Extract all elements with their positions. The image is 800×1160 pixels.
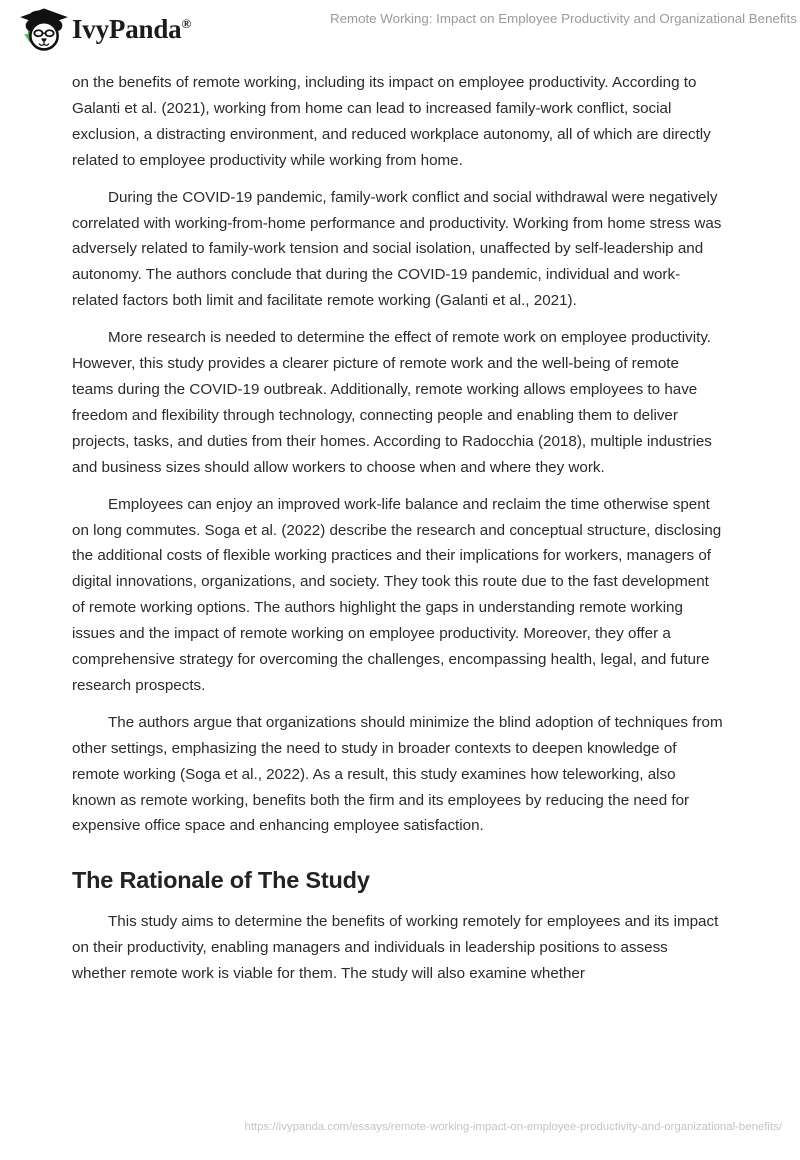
panda-graduate-icon — [18, 6, 70, 52]
brand-name — [72, 13, 191, 44]
page-header — [0, 0, 800, 58]
paragraph-blind-adoption: The authors argue that organizations should minimize the blind adoption of techniques from other settings, emphasizing the need to study in broader contexts to deepen knowledge of remote working (Soga et al., 2022). As a result, this study examines how teleworking, also known as remote working, benefits both the firm and its employees by reducing the need for expensive office space and enhancing employee satisfaction. — [72, 713, 723, 835]
brand-logo[interactable] — [18, 6, 191, 52]
paragraph-rationale: This study aims to determine the benefits of working remotely for employees and its impact on their productivity, enabling managers and individuals in leadership positions to assess whether remote work is viable for them. The study will also examine whether — [72, 913, 719, 983]
page-footer — [0, 1120, 800, 1160]
paragraph-continued: on the benefits of remote working, including its impact on employee productivity. According to Galanti et al. (2021), working from home can lead to increased family-work conflict, social exclusion, a distracting environment, and reduced workplace autonomy, all of which are directly related to employee productivity while working from home. — [72, 74, 711, 169]
document-title: Remote Working: Impact on Employee Productivity and Organizational Benefits — [330, 11, 797, 26]
paragraph-covid-correlation: During the COVID-19 pandemic, family-work conflict and social withdrawal were negatively correlated with working-from-home performance and productivity. Working from home stress was adversely related to family-work tension and social isolation, unaffected by self-leadership and autonomy. The authors conclude that during the COVID-19 pandemic, individual and work-related factors both limit and facilitate remote working (Galanti et al., 2021). — [72, 188, 722, 310]
registered-trademark-icon: ® — [181, 15, 191, 31]
section-heading-rationale: The Rationale of The Study — [72, 867, 370, 894]
document-body — [72, 70, 723, 987]
paragraph-more-research: More research is needed to determine the effect of remote work on employee productivity. However, this study provides a clearer picture of remote work and the well-being of remote teams during the COVID-19 outbreak. Additionally, remote working allows employees to have freedom and flexibility through technology, connecting people and enabling them to deliver projects, tasks, and duties from their homes. According to Radocchia (2018), multiple industries and business sizes should allow workers to choose when and where they work. — [72, 329, 712, 476]
footer-source-url[interactable]: https://ivypanda.com/essays/remote-working-impact-on-employee-productivity-and-organizational-benefits/ — [244, 1121, 782, 1133]
brand-name-text: IvyPanda — [72, 13, 182, 44]
paragraph-work-life-balance: Employees can enjoy an improved work-life balance and reclaim the time otherwise spent on long commutes. Soga et al. (2022) describe the research and conceptual structure, disclosing the additional costs of flexible working practices and their implications for workers, managers of digital innovations, organizations, and society. They took this route due to the fast development of remote working options. The authors highlight the gaps in understanding remote working issues and the impact of remote working on employee productivity. Moreover, they offer a comprehensive strategy for overcoming the challenges, encompassing health, legal, and future research prospects. — [72, 495, 722, 694]
